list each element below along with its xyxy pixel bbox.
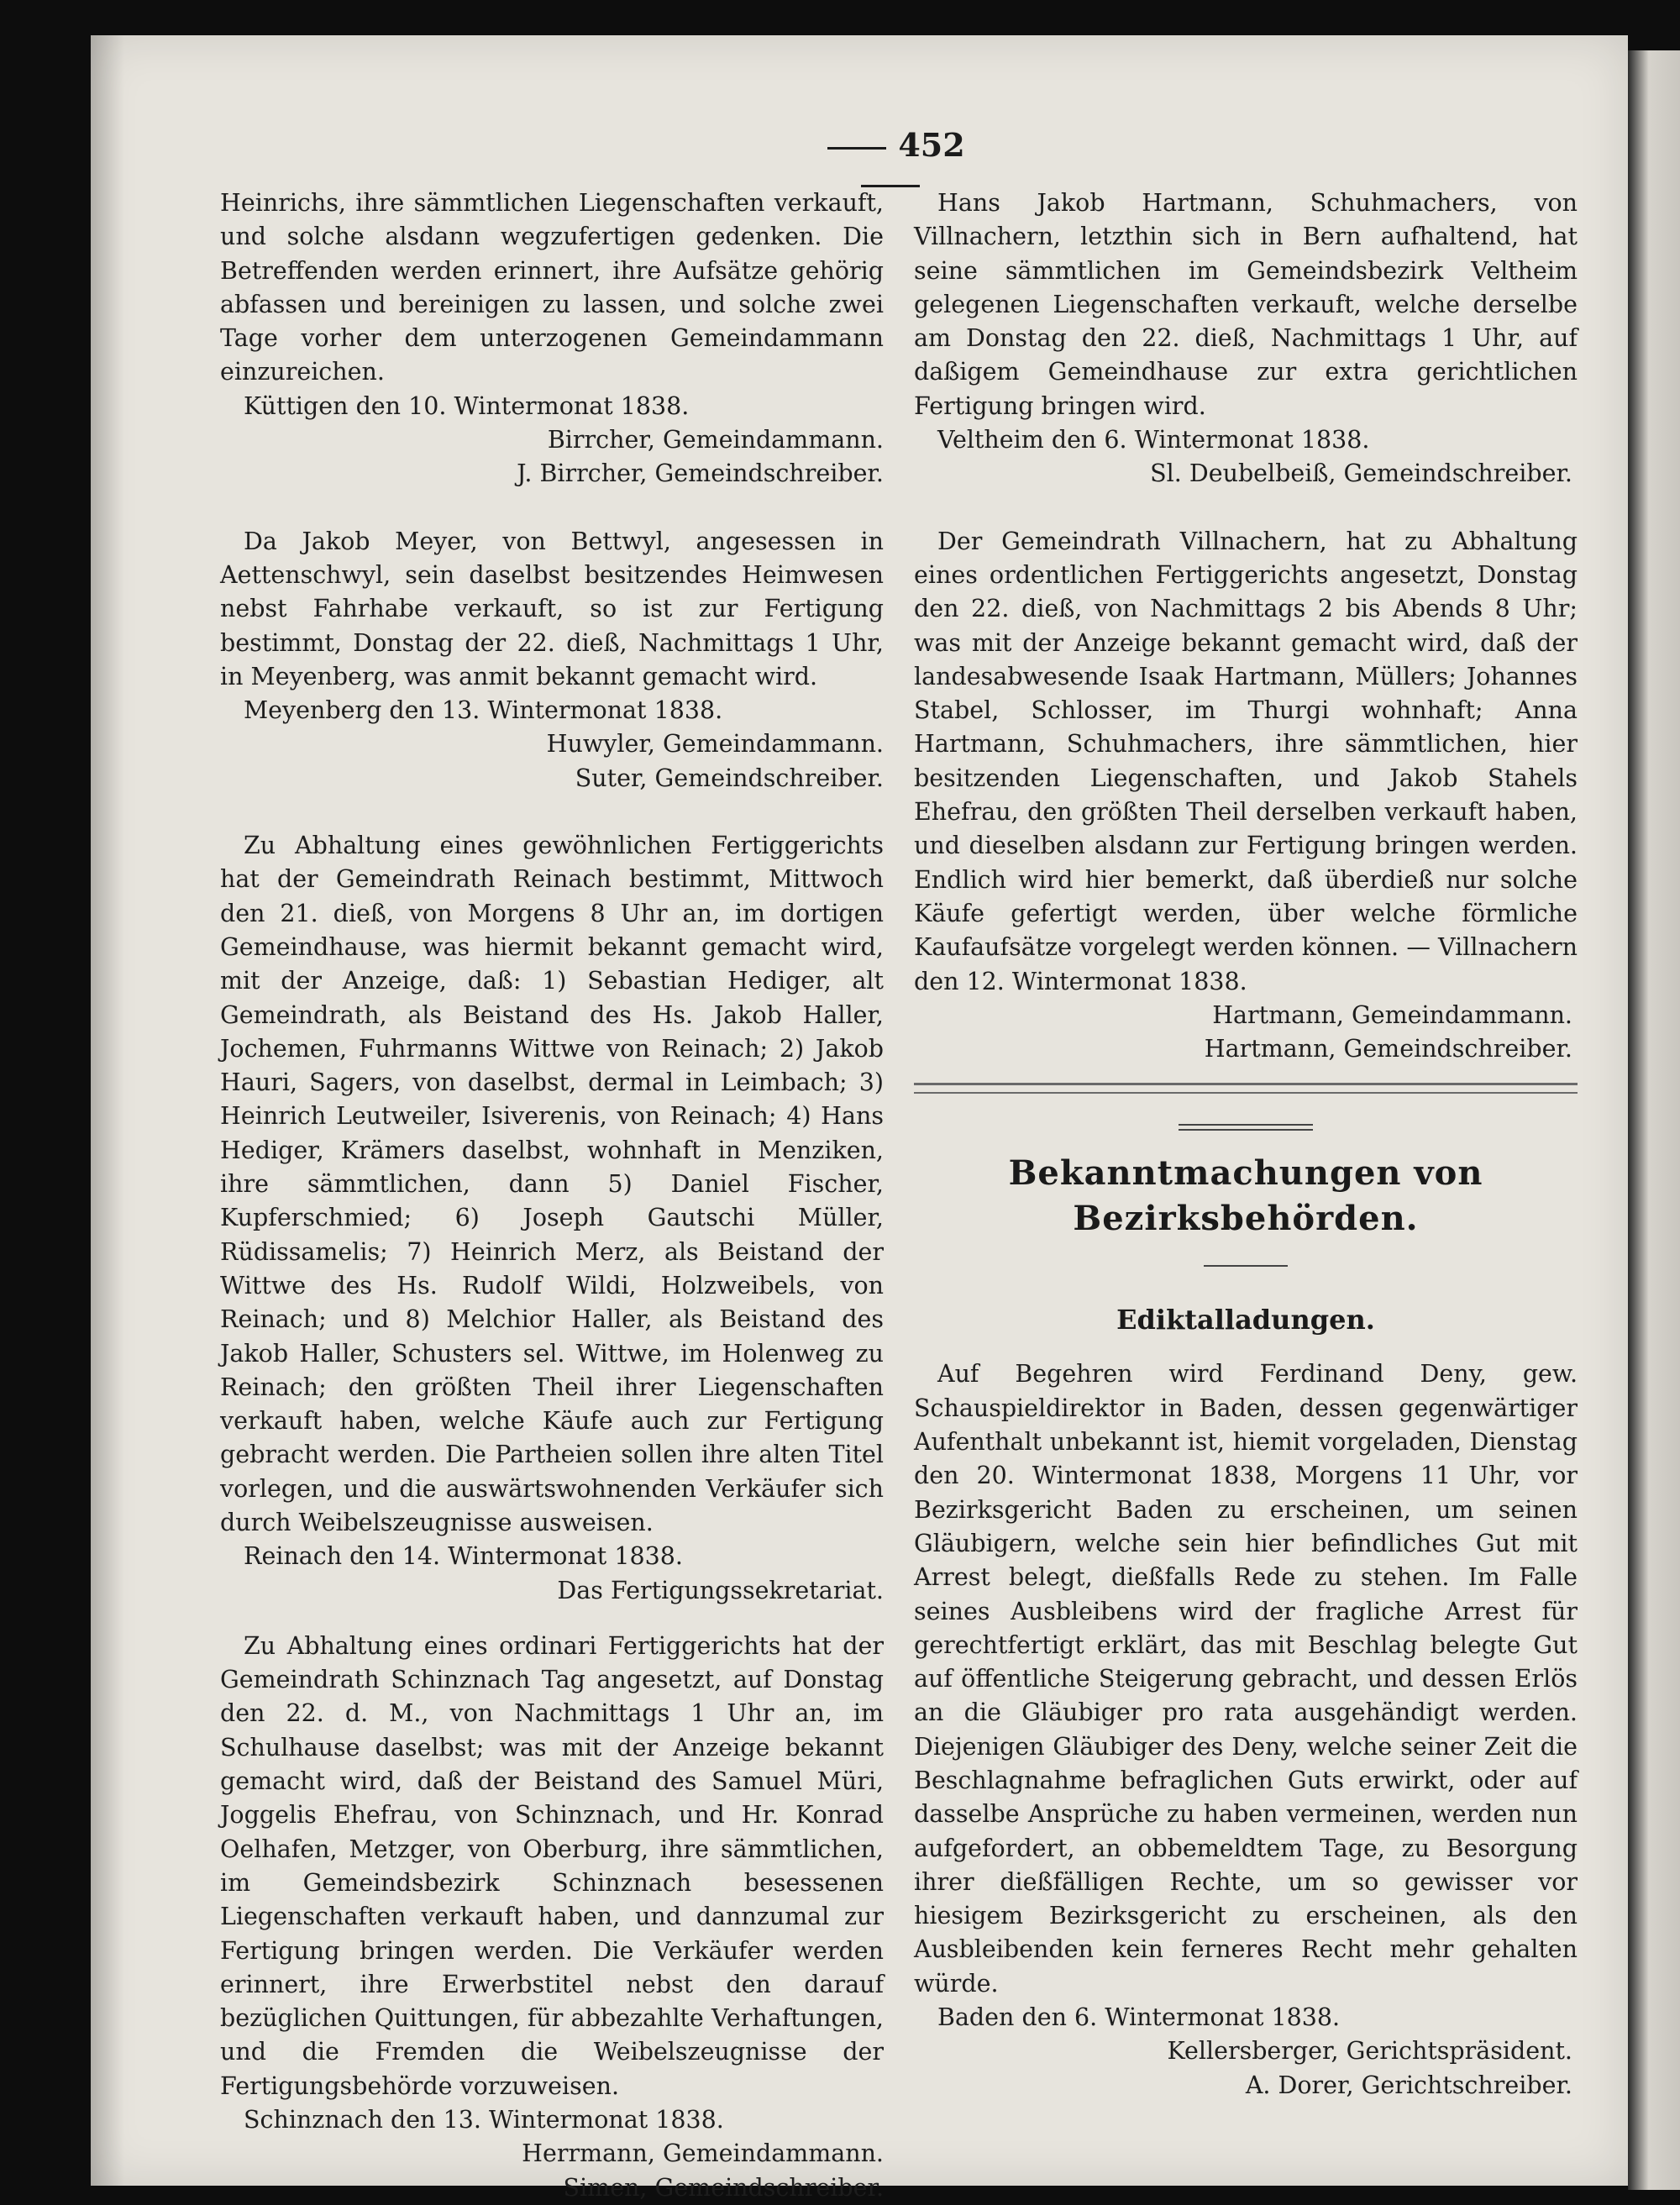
sub-heading: Ediktalladungen. xyxy=(1116,1304,1375,1336)
section-heading: Bekanntmachungen von Bezirksbehörden. xyxy=(1008,1153,1483,1239)
notice-signature: Birrcher, Gemeindammann. xyxy=(547,426,884,454)
notice-signature: Suter, Gemeindschreiber. xyxy=(575,764,884,792)
notice-paragraph: Hans Jakob Hartmann, Schuhmachers, von Villnachern, letzthin sich in Bern aufhaltend, hat seine sämmtlichen im Gemeindsbezirk Veltheim gelegenen Liegenschaften verkauft, welche derselbe am Donstag den 22. dieß, Nachmittags 1 Uhr, auf daßigem Gemeindhause zur extra gerichtlichen Fertigung bringen wird. xyxy=(914,189,1578,420)
notice-signature: Hartmann, Gemeindschreiber. xyxy=(1204,1035,1572,1063)
notice-signature: A. Dorer, Gerichtschreiber. xyxy=(1245,2071,1572,2099)
left-column xyxy=(220,186,884,2205)
notice-signature: Hartmann, Gemeindammann. xyxy=(1212,1000,1572,1029)
ornamental-rule xyxy=(1204,1265,1288,1267)
notice-dateline: Meyenberg den 13. Wintermonat 1838. xyxy=(244,696,723,725)
binding-shadow xyxy=(91,35,124,2186)
notice-dateline: Küttigen den 10. Wintermonat 1838. xyxy=(244,391,690,420)
right-column xyxy=(914,186,1578,2103)
notice-paragraph: Zu Abhaltung eines ordinari Fertiggerichts hat der Gemeindrath Schinznach Tag angesetzt, auf Donstag den 22. d. M., von Nachmittags 1 Uhr an, im Schulhause daselbst; was mit der Anzeige bekannt gemacht wird, daß der Beistand des Samuel Müri, Joggelis Ehefrau, von Schinznach, und Hr. Konrad Oelhafen, Metzger, von Oberburg, ihre sämmtlichen, im Gemeindsbezirk Schinznach besessenen Liegenschaften verkauft haben, und dannzumal zur Fertigung bringen werden. Die Verkäufer werden erinnert, ihre Erwerbstitel nebst den darauf bezüglichen Quittungen, für abbezahlte Verhaftungen, und die Fremden die Weibelszeugnisse der Fertigungsbehörde vorzuweisen. xyxy=(220,1631,884,2100)
ornamental-rule xyxy=(1179,1124,1313,1131)
notice-paragraph: Auf Begehren wird Ferdinand Deny, gew. Schauspieldirektor in Baden, dessen gegenwärtiger Aufenthalt unbekannt ist, hiemit vorgeladen, Dienstag den 20. Wintermonat 1838, Morgens 11 Uhr, vor Bezirksgericht Baden zu erscheinen, um seinen Gläubigern, welche sein hier befindliches Gut mit Arrest belegt, dießfalls Rede zu stehen. Im Falle seines Ausbleibens wird der fragliche Arrest für gerechtfertigt erklärt, das mit Beschlag belegte Gut auf öffentliche Steigerung gebracht, und dessen Erlös an die Gläubiger pro rata ausgehändigt werden. Diejenigen Gläubiger des Deny, welche seiner Zeit die Beschlagnahme befraglichen Guts erwirkt, oder auf dasselbe Ansprüche zu haben vermeinen, werden nun aufgefordert, an obbemeldtem Tage, zu Besorgung ihrer dießfälligen Rechte, um so gewisser vor hiesigem Bezirksgericht zu erscheinen, als den Ausbleibenden kein ferneres Recht mehr gehalten würde. xyxy=(914,1360,1578,1998)
page-number: 452 xyxy=(785,126,995,202)
notice-dateline: Schinznach den 13. Wintermonat 1838. xyxy=(244,2106,724,2134)
notice-dateline: Reinach den 14. Wintermonat 1838. xyxy=(244,1542,683,1571)
notice-signature: Huwyler, Gemeindammann. xyxy=(546,730,884,759)
notice-dateline: Veltheim den 6. Wintermonat 1838. xyxy=(937,426,1370,454)
notice-paragraph: Der Gemeindrath Villnachern, hat zu Abhaltung eines ordentlichen Fertiggerichts angesetzt, Donstag den 22. dieß, von Nachmittags 2 bis Abends 8 Uhr; was mit der Anzeige bekannt gemacht wird, daß der landesabwesende Isaak Hartmann, Müllers; Johannes Stabel, Schlosser, im Thurgi wohnhaft; Anna Hartmann, Schuhmachers, ihre sämmtlichen, hier besitzenden Liegenschaften, und Jakob Stahels Ehefrau, den größten Theil derselben verkauft haben, und dieselben alsdann zur Fertigung bringen werden. Endlich wird hier bemerkt, daß überdieß nur solche Käufe gefertigt werden, über welche förmliche Kaufaufsätze vorgelegt werden können. — Villnachern den 12. Wintermonat 1838. xyxy=(914,527,1578,995)
notice-signature: J. Birrcher, Gemeindschreiber. xyxy=(517,459,884,488)
section-divider-rule xyxy=(914,1083,1578,1094)
notice-signature: Sl. Deubelbeiß, Gemeindschreiber. xyxy=(1150,459,1572,488)
notice-dateline: Baden den 6. Wintermonat 1838. xyxy=(937,2003,1341,2032)
notice-paragraph: Zu Abhaltung eines gewöhnlichen Fertiggerichts hat der Gemeindrath Reinach bestimmt, Mittwoch den 21. dieß, von Morgens 8 Uhr an, im dortigen Gemeindhause, was hiermit bekannt gemacht wird, mit der Anzeige, daß: 1) Sebastian Hediger, alt Gemeindrath, als Beistand des Hs. Jakob Haller, Jochemen, Fuhrmanns Wittwe von Reinach; 2) Jakob Hauri, Sagers, von daselbst, dermal in Leimbach; 3) Heinrich Leutweiler, Isiverenis, von Reinach; 4) Hans Hediger, Krämers daselbst, wohnhaft in Menziken, ihre sämmtlichen, dann 5) Daniel Fischer, Kupferschmied; 6) Joseph Gautschi Müller, Rüdissamelis; 7) Heinrich Merz, als Beistand der Wittwe des Hs. Rudolf Wildi, Holzweibels, von Reinach; und 8) Melchior Haller, als Beistand des Jakob Haller, Schusters sel. Wittwe, im Holenweg zu Reinach; den größten Theil ihrer Liegenschaften verkauft haben, welche Käufe auch zur Fertigung gebracht werden. Die Partheien sollen ihre alten Titel vorlegen, und die auswärtswohnenden Verkäufer sich durch Weibelszeugnisse ausweisen. xyxy=(220,832,884,1536)
notice-paragraph: Heinrichs, ihre sämmtlichen Liegenschaften verkauft, und solche alsdann wegzufertigen gedenken. Die Betreffenden werden erinnert, ihre Aufsätze gehörig abfassen und bereinigen zu lassen, und solche zwei Tage vorher dem unterzogenen Gemeindammann einzureichen. xyxy=(220,189,884,386)
notice-paragraph: Da Jakob Meyer, von Bettwyl, angesessen in Aettenschwyl, sein daselbst besitzendes Heimwesen nebst Fahrhabe verkauft, so ist zur Fertigung bestimmt, Donstag der 22. dieß, Nachmittags 1 Uhr, in Meyenberg, was anmit bekannt gemacht wird. xyxy=(220,527,884,690)
adjacent-page-edge xyxy=(1628,50,1680,2190)
notice-signature: Herrmann, Gemeindammann. xyxy=(522,2139,884,2168)
notice-signature: Kellersberger, Gerichtspräsident. xyxy=(1167,2037,1572,2066)
notice-signature: Simen, Gemeindschreiber. xyxy=(563,2173,884,2202)
notice-signature: Das Fertigungssekretariat. xyxy=(557,1576,884,1604)
